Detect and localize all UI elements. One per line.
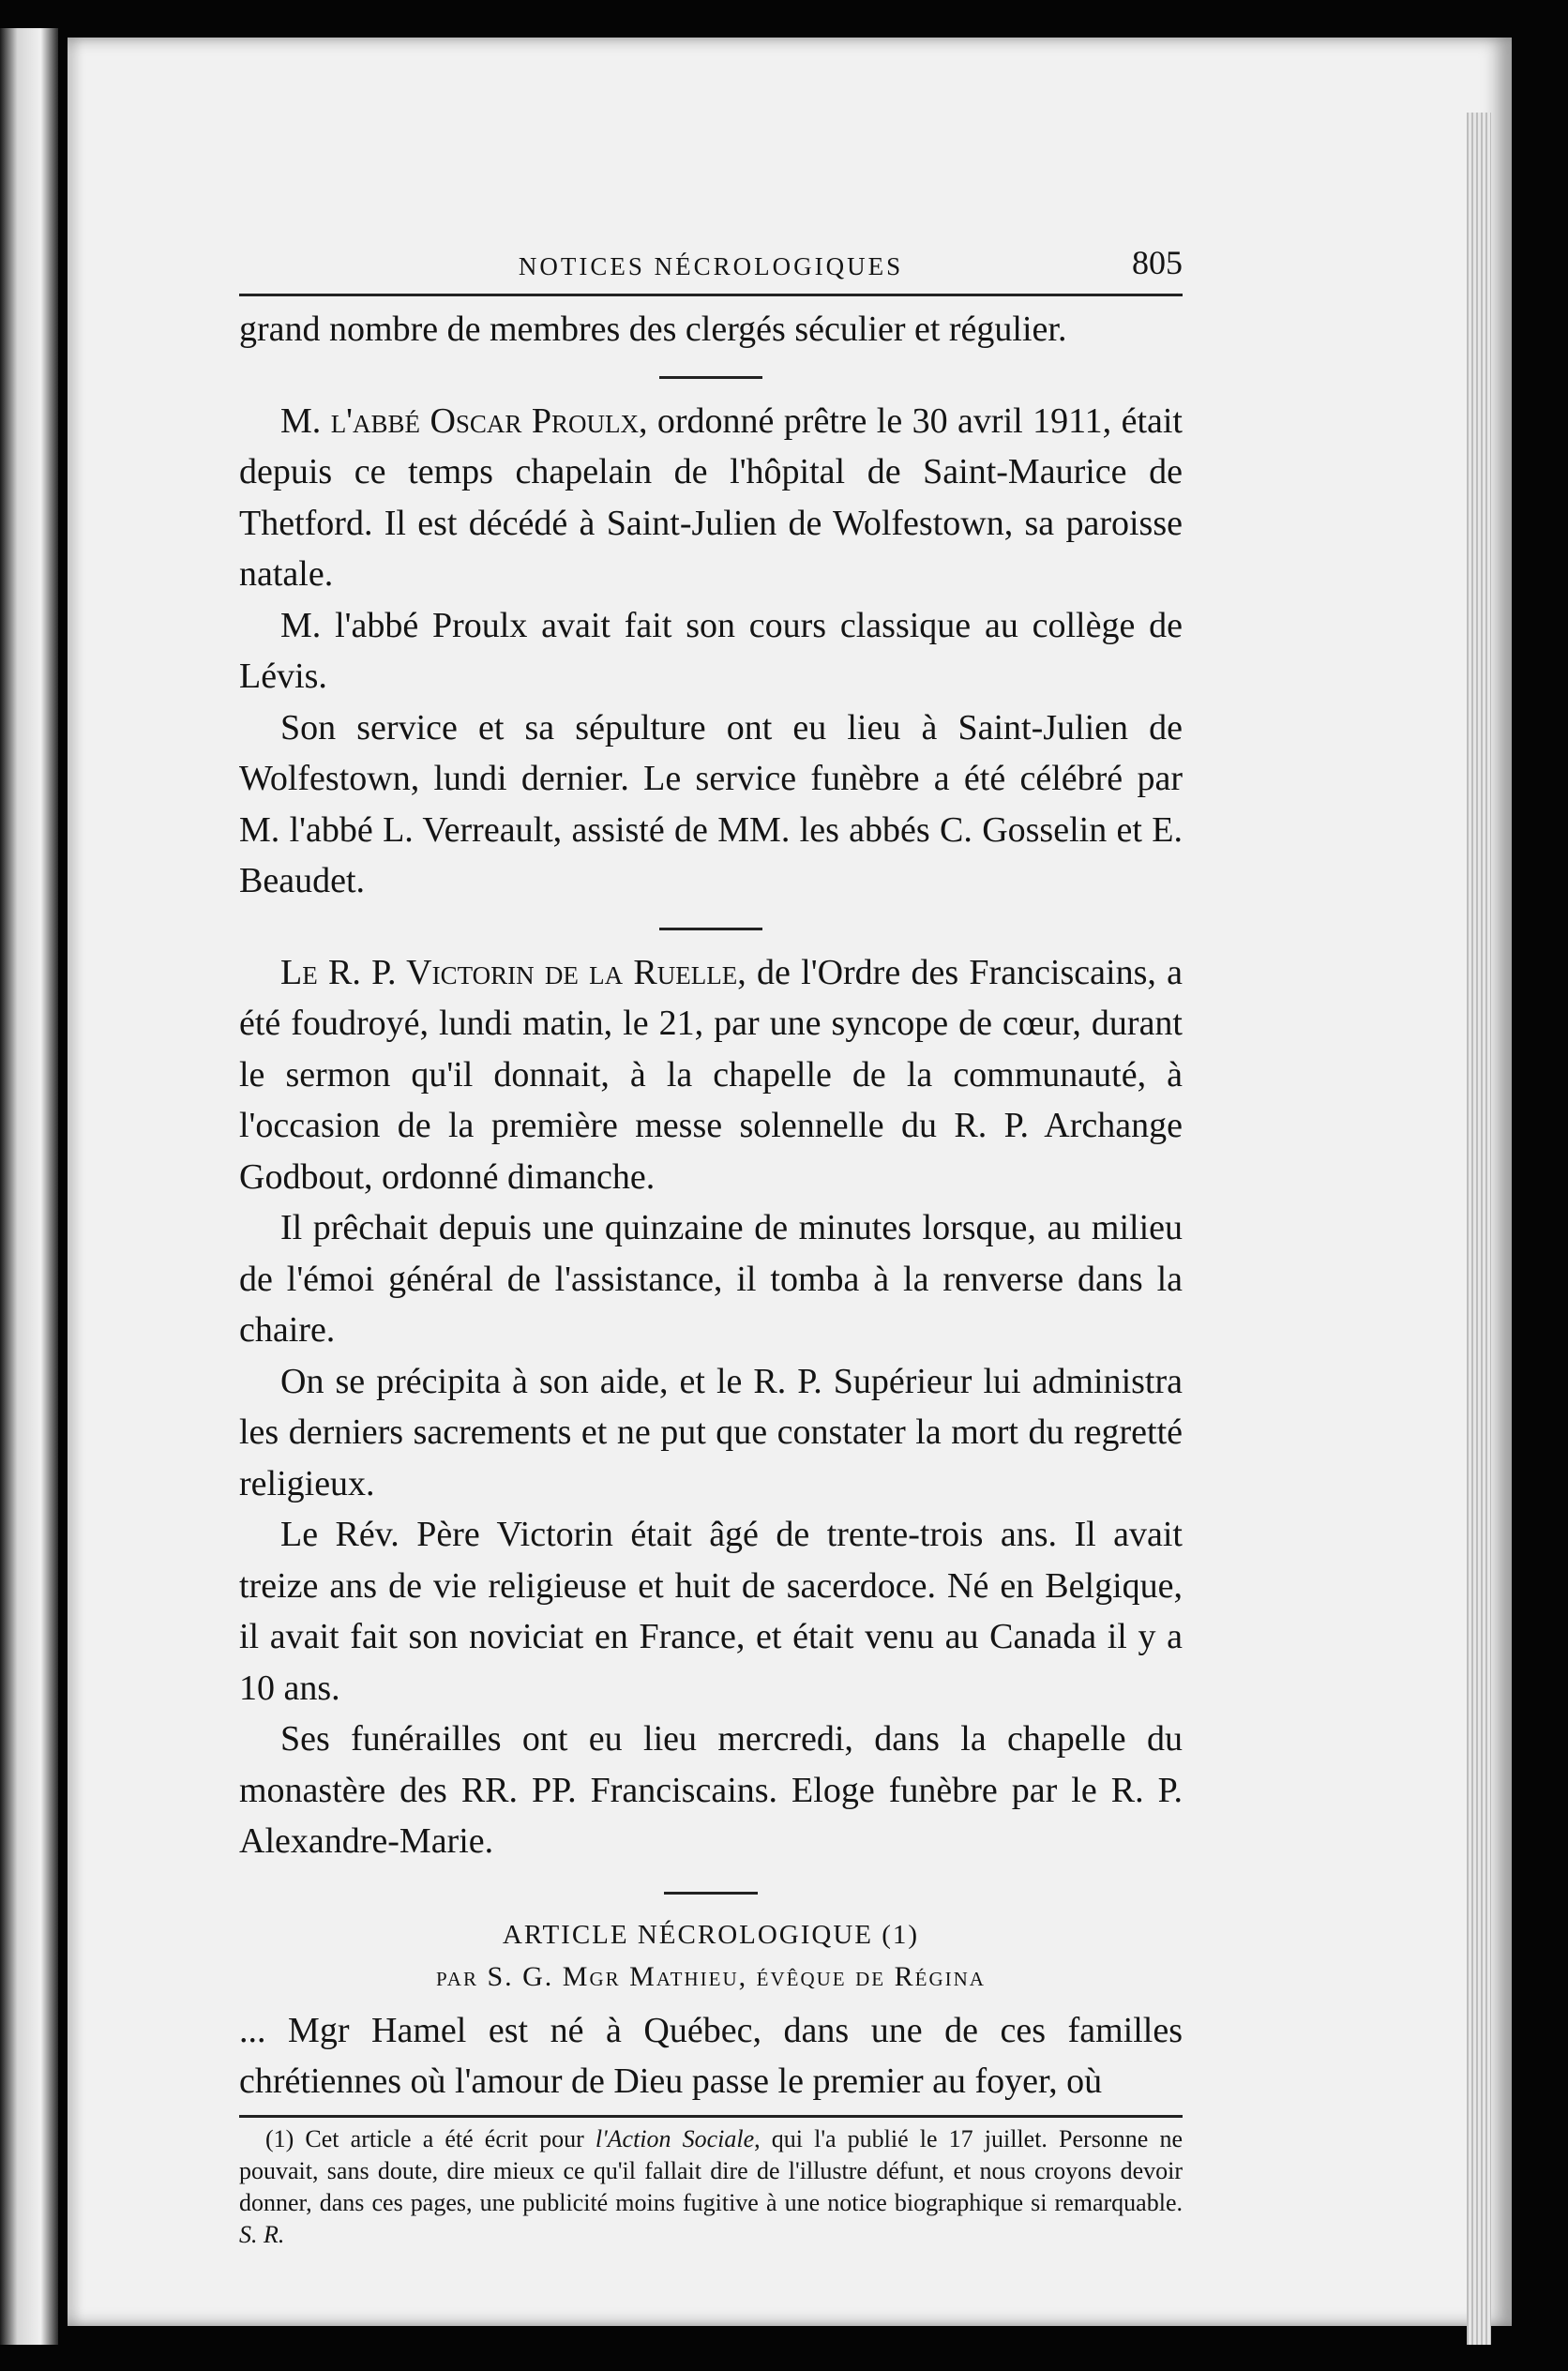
paragraph: Le Rév. Père Victorin était âgé de trente-trois ans. Il avait treize ans de vie religieuse et huit de sacerdoce. Né en Belgique, il avait fait son noviciat en France, et était venu au Canada il y a 10 ans. — [239, 1515, 1183, 1708]
paragraph: Son service et sa sépulture ont eu lieu à Saint-Julien de Wolfestown, lundi dernier. Le service funèbre a été célébré par M. l'abbé L. Verreault, assisté de MM. les abbés C. Gosselin et E. Beaudet. — [239, 707, 1183, 900]
article-author: par S. G. Mgr Mathieu, évêque de Régina — [436, 1960, 986, 1992]
notice-proulx — [239, 396, 1183, 600]
page-number: 805 — [1132, 244, 1183, 281]
footnote-signature: S. R. — [239, 2220, 285, 2248]
facing-page-edge — [0, 28, 58, 2345]
notice-victorin-text: de l'Ordre des Franciscains, a été foudroyé, lundi matin, le 21, par une syncope de cœur, durant le sermon qu'il donnait, à la chapelle de la communauté, à l'occasion de la première messe solennelle du R. P. Archange Godbout, ordonné dimanche. — [239, 952, 1184, 1197]
separator-rule — [664, 1892, 758, 1895]
notice-victorin — [239, 947, 1183, 1203]
paragraph: M. l'abbé Proulx avait fait son cours classique au collège de Lévis. — [239, 605, 1183, 696]
paragraph: Ses funérailles ont eu lieu mercredi, dans la chapelle du monastère des RR. PP. Franciscains. Eloge funèbre par le R. P. Alexandre-Marie. — [239, 1719, 1183, 1861]
running-title: NOTICES NÉCROLOGIQUES — [518, 252, 904, 280]
separator-rule — [659, 928, 762, 930]
footnote-text-a: (1) Cet article a été écrit pour — [265, 2124, 596, 2152]
notice-victorin-name: Le R. P. Victorin de la Ruelle, — [280, 952, 746, 992]
running-head — [239, 239, 1183, 296]
footnote — [239, 2123, 1183, 2251]
article-opening: ... Mgr Hamel est né à Québec, dans une de ces familles chrétiennes où l'amour de Dieu passe le premier au foyer, où — [239, 2010, 1183, 2101]
notice-proulx-name: M. l'abbé Oscar Proulx, — [280, 400, 648, 441]
notice-proulx-text: ordonné prêtre le 30 avril 1911, était depuis ce temps chapelain de l'hôpital de Saint-Maurice de Thetford. Il est décédé à Saint-Julien de Wolfestown, sa paroisse natale. — [239, 400, 1183, 594]
paragraph: Il prêchait depuis une quinzaine de minutes lorsque, au milieu de l'émoi général de l'assistance, il tomba à la renverse dans la chaire. — [239, 1208, 1183, 1350]
paragraph: On se précipita à son aide, et le R. P. Supérieur lui administra les derniers sacrements et ne put que constater la mort du regretté religieux. — [239, 1361, 1183, 1503]
page-block-edge — [1467, 113, 1491, 2345]
footnote-text-b: , qui l'a publié le 17 juillet. Personne ne pouvait, sans doute, dire mieux ce qu'il fallait dire de l'illustre défunt, et nous croyons devoir donner, dans ces pages, une publicité moins fugitive à une notice biographique si remarquable. — [239, 2124, 1183, 2216]
paragraph-continuation: grand nombre de membres des clergés séculier et régulier. — [239, 310, 1067, 349]
text-block — [239, 239, 1183, 2251]
footnote-source: l'Action Sociale — [595, 2124, 755, 2152]
article-title: ARTICLE NÉCROLOGIQUE (1) — [502, 1919, 920, 1950]
separator-rule — [659, 376, 762, 379]
footnote-rule — [239, 2115, 1183, 2118]
